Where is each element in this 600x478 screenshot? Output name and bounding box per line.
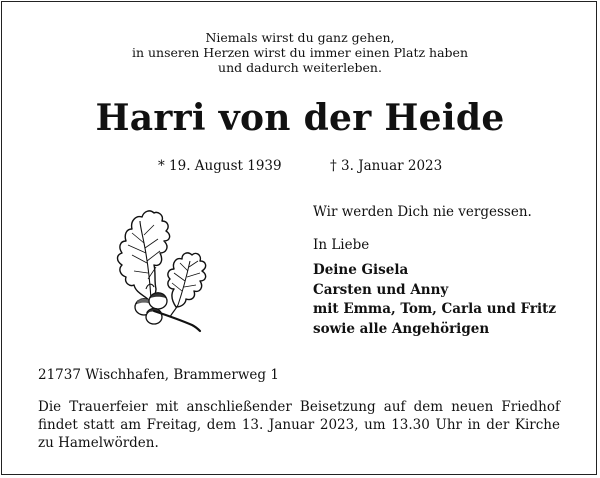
birth-date: * 19. August 1939 [158, 158, 282, 174]
motto-verse [0, 30, 600, 75]
oak-leaves-acorns-icon [110, 203, 215, 335]
funeral-notice: Die Trauerfeier mit anschließender Beisetzung auf dem neuen Friedhof findet statt am Freitag, dem 13. Januar 2023, um 13.30 Uhr in der Kirche zu Hamelwörden. [38, 399, 560, 451]
deceased-name: Harri von der Heide [95, 97, 505, 139]
mourner-line-4: sowie alle Angehörigen [313, 320, 490, 337]
message-line: Wir werden Dich nie vergessen. [313, 204, 532, 220]
message-column [313, 202, 556, 339]
message-closing: In Liebe [313, 237, 370, 253]
address: 21737 Wischhafen, Brammerweg 1 [38, 367, 279, 383]
mourner-line-2: Carsten und Anny [313, 281, 449, 298]
mourner-line-1: Deine Gisela [313, 262, 409, 278]
death-date: † 3. Januar 2023 [330, 158, 443, 174]
motto-line-2: in unseren Herzen wirst du immer einen Platz haben [131, 45, 469, 60]
motto-line-1: Niemals wirst du ganz gehen, [205, 30, 395, 45]
motto-line-3: und dadurch weiterleben. [218, 60, 382, 75]
oak-leaf-right-icon [168, 253, 206, 307]
oak-leaf-large-icon [118, 211, 170, 301]
mourner-line-3: mit Emma, Tom, Carla und Fritz [313, 301, 556, 317]
